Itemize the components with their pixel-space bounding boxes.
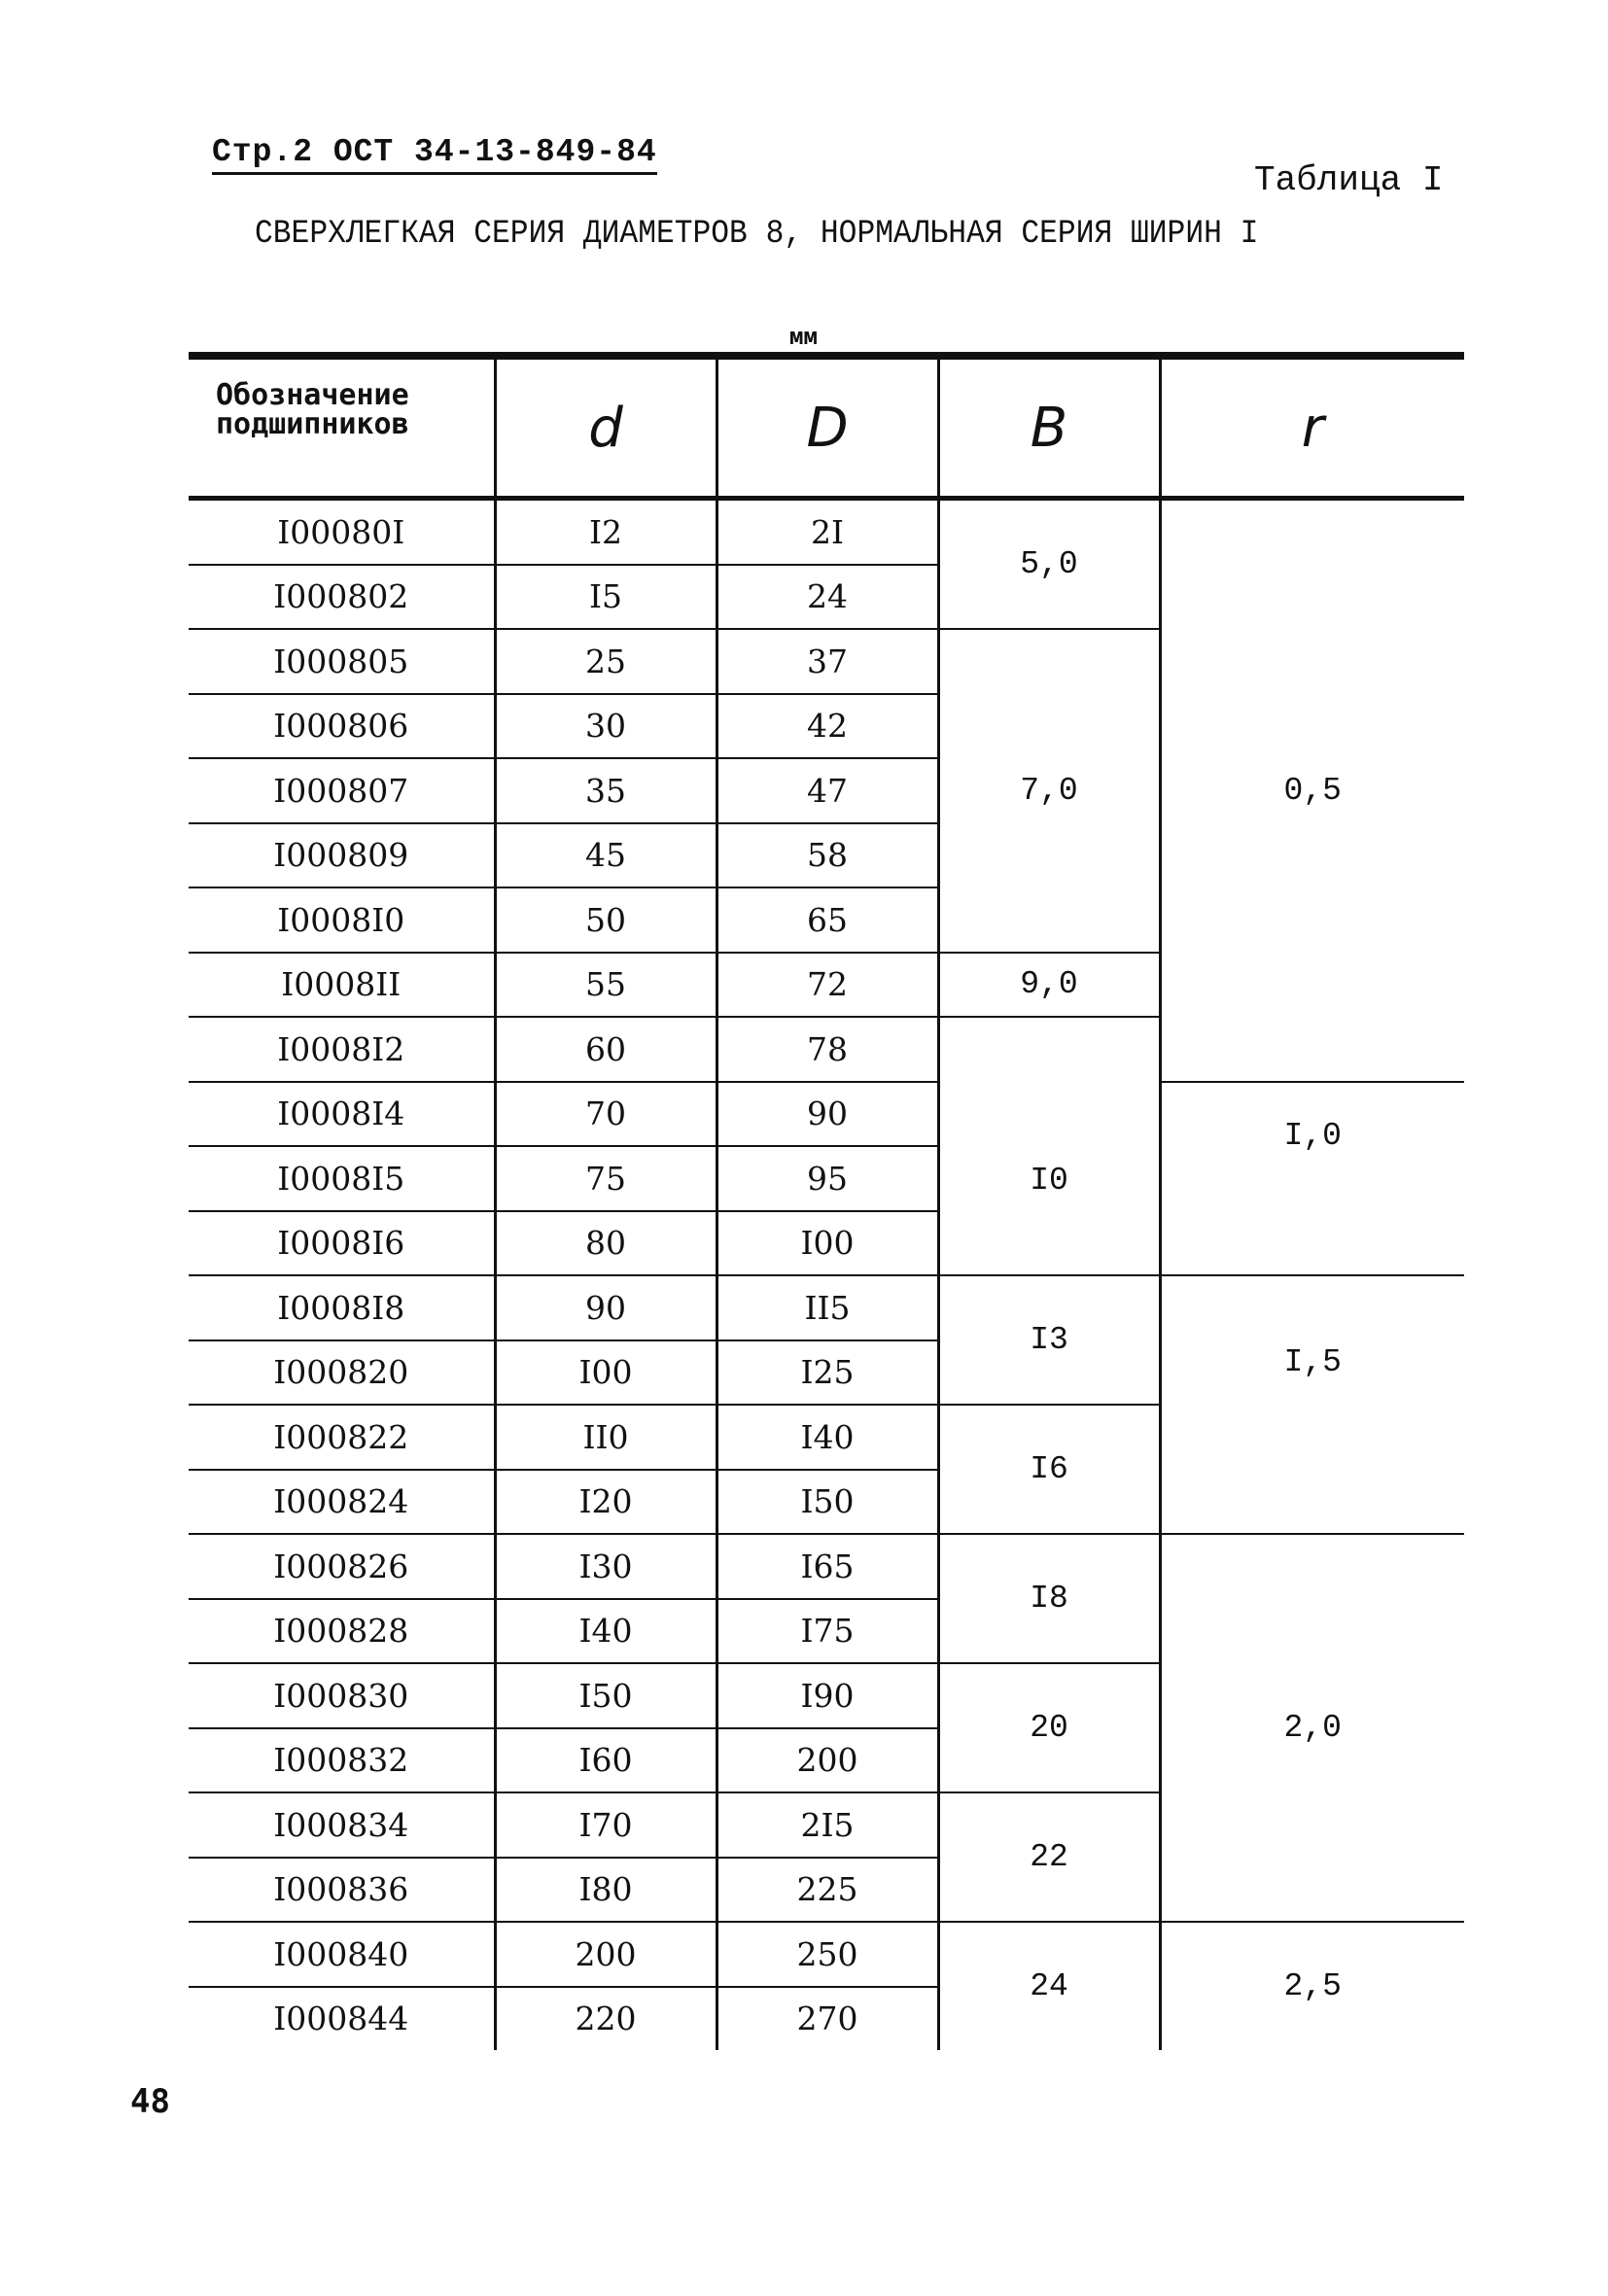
D-cell: 2I5 <box>717 1792 938 1858</box>
column-header-designation: Обозначение подшипников <box>189 356 495 499</box>
page-number: 48 <box>130 2082 170 2121</box>
d-cell: I30 <box>495 1534 717 1599</box>
D-cell: 90 <box>717 1082 938 1147</box>
B-group-cell: I0 <box>938 1017 1160 1275</box>
d-cell: 45 <box>495 823 717 888</box>
designation-cell: I000806 <box>189 694 495 759</box>
D-cell: 37 <box>717 629 938 694</box>
table-header-row <box>189 356 1464 499</box>
series-title: СВЕРХЛЕГКАЯ СЕРИЯ ДИАМЕТРОВ 8, НОРМАЛЬНАЯ СЕРИЯ ШИРИН I <box>255 216 1259 253</box>
d-cell: 50 <box>495 887 717 953</box>
d-cell: I60 <box>495 1728 717 1793</box>
column-header-inner-diameter: d <box>495 356 717 499</box>
column-header-chamfer: r <box>1160 356 1464 499</box>
D-cell: 47 <box>717 758 938 823</box>
B-group-cell: 9,0 <box>938 953 1160 1018</box>
B-group-cell: 7,0 <box>938 629 1160 953</box>
d-cell: I70 <box>495 1792 717 1858</box>
D-cell: I65 <box>717 1534 938 1599</box>
D-cell: I90 <box>717 1663 938 1728</box>
d-cell: I20 <box>495 1470 717 1535</box>
d-cell: I2 <box>495 499 717 565</box>
D-cell: 72 <box>717 953 938 1018</box>
r-group-cell: I,0 <box>1160 1082 1464 1276</box>
d-cell: 90 <box>495 1275 717 1340</box>
d-cell: 70 <box>495 1082 717 1147</box>
D-cell: I25 <box>717 1340 938 1406</box>
designation-cell: I0008I8 <box>189 1275 495 1340</box>
B-group-cell: 5,0 <box>938 499 1160 630</box>
designation-cell: I000822 <box>189 1405 495 1470</box>
designation-cell: I000805 <box>189 629 495 694</box>
B-group-cell: 24 <box>938 1922 1160 2050</box>
d-cell: I50 <box>495 1663 717 1728</box>
designation-cell: I0008I2 <box>189 1017 495 1082</box>
designation-cell: I000828 <box>189 1599 495 1664</box>
designation-cell: I0008I5 <box>189 1146 495 1211</box>
D-cell: II5 <box>717 1275 938 1340</box>
d-cell: 55 <box>495 953 717 1018</box>
r-group-cell: 2,5 <box>1160 1922 1464 2050</box>
d-cell: 35 <box>495 758 717 823</box>
D-cell: 200 <box>717 1728 938 1793</box>
table-row <box>189 499 1464 565</box>
designation-cell: I000807 <box>189 758 495 823</box>
r-group-cell: 2,0 <box>1160 1534 1464 1922</box>
column-header-width: B <box>938 356 1160 499</box>
d-cell: I00 <box>495 1340 717 1406</box>
D-cell: 65 <box>717 887 938 953</box>
B-group-cell: I6 <box>938 1405 1160 1534</box>
table-row <box>189 1534 1464 1599</box>
D-cell: 2I <box>717 499 938 565</box>
D-cell: 78 <box>717 1017 938 1082</box>
r-group-cell: 0,5 <box>1160 499 1464 1082</box>
d-cell: I80 <box>495 1858 717 1923</box>
designation-cell: I00080I <box>189 499 495 565</box>
table-row <box>189 1082 1464 1147</box>
D-cell: 42 <box>717 694 938 759</box>
designation-cell: I000802 <box>189 565 495 630</box>
D-cell: 270 <box>717 1987 938 2051</box>
table-number: Таблица I <box>1254 160 1444 200</box>
d-cell: 220 <box>495 1987 717 2051</box>
r-group-cell: I,5 <box>1160 1275 1464 1534</box>
page-reference: Стр.2 ОСТ 34-13-849-84 <box>212 134 657 175</box>
d-cell: 60 <box>495 1017 717 1082</box>
d-cell: 25 <box>495 629 717 694</box>
D-cell: I50 <box>717 1470 938 1535</box>
B-group-cell: 22 <box>938 1792 1160 1922</box>
designation-cell: I000820 <box>189 1340 495 1406</box>
d-cell: 80 <box>495 1211 717 1276</box>
designation-cell: I0008I0 <box>189 887 495 953</box>
D-cell: 95 <box>717 1146 938 1211</box>
designation-cell: I000832 <box>189 1728 495 1793</box>
column-header-outer-diameter: D <box>717 356 938 499</box>
B-group-cell: I8 <box>938 1534 1160 1663</box>
D-cell: 58 <box>717 823 938 888</box>
designation-cell: I000834 <box>189 1792 495 1858</box>
designation-cell: I000836 <box>189 1858 495 1923</box>
designation-cell: I0008I6 <box>189 1211 495 1276</box>
D-cell: I40 <box>717 1405 938 1470</box>
designation-cell: I000824 <box>189 1470 495 1535</box>
D-cell: 24 <box>717 565 938 630</box>
designation-cell: I000809 <box>189 823 495 888</box>
d-cell: I40 <box>495 1599 717 1664</box>
D-cell: 225 <box>717 1858 938 1923</box>
d-cell: 30 <box>495 694 717 759</box>
d-cell: II0 <box>495 1405 717 1470</box>
D-cell: 250 <box>717 1922 938 1987</box>
designation-cell: I000844 <box>189 1987 495 2051</box>
D-cell: I75 <box>717 1599 938 1664</box>
table-row <box>189 1922 1464 1987</box>
table-row <box>189 1275 1464 1340</box>
designation-cell: I000840 <box>189 1922 495 1987</box>
B-group-cell: 20 <box>938 1663 1160 1792</box>
d-cell: I5 <box>495 565 717 630</box>
designation-cell: I0008II <box>189 953 495 1018</box>
d-cell: 200 <box>495 1922 717 1987</box>
bearing-dimensions-table <box>189 352 1464 2050</box>
units-label: мм <box>789 323 818 350</box>
d-cell: 75 <box>495 1146 717 1211</box>
D-cell: I00 <box>717 1211 938 1276</box>
designation-cell: I0008I4 <box>189 1082 495 1147</box>
designation-cell: I000830 <box>189 1663 495 1728</box>
B-group-cell: I3 <box>938 1275 1160 1405</box>
designation-cell: I000826 <box>189 1534 495 1599</box>
